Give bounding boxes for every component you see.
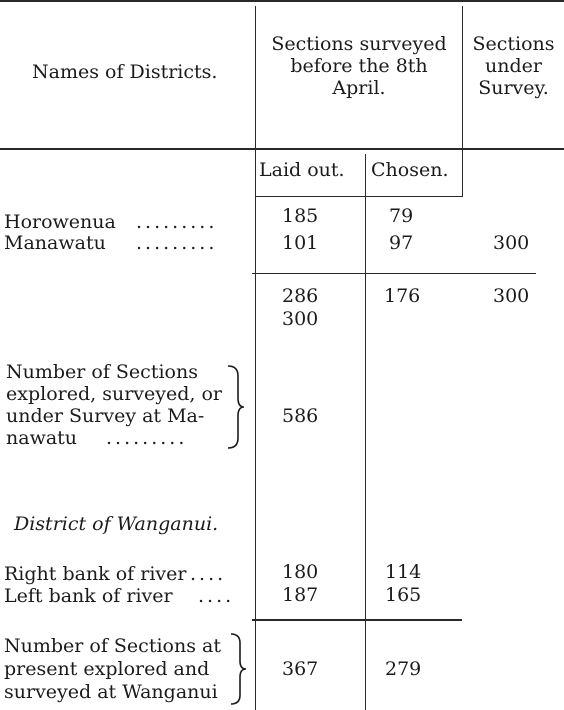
- subtotal-laid-out-1: 286: [282, 285, 319, 307]
- column-divider-2: [365, 154, 366, 710]
- manawatu-total-line2: explored, surveyed, or: [6, 383, 222, 405]
- subtotal-laid-out-2: 300: [282, 308, 319, 330]
- row-right-bank-dots: ....: [190, 563, 227, 585]
- row-horowenua-laid-out: 185: [282, 205, 319, 227]
- row-manawatu-under: 300: [493, 232, 530, 254]
- subtotal-under: 300: [493, 285, 530, 307]
- wanganui-brace-icon: [228, 630, 248, 708]
- row-left-bank-laid-out: 187: [282, 584, 319, 606]
- wanganui-total-line2: present explored and: [4, 658, 210, 680]
- wanganui-total-line1: Number of Sections at: [4, 635, 221, 657]
- manawatu-total-line3: under Survey at Ma-: [6, 405, 205, 427]
- row-right-bank-name: Right bank of river: [4, 563, 187, 585]
- header-sections-under-line2: under: [485, 55, 542, 77]
- subheader-rule: [256, 196, 463, 197]
- row-manawatu-dots: .........: [136, 232, 218, 254]
- row-horowenua-dots: .........: [136, 211, 218, 233]
- wanganui-total-laid-out: 367: [282, 658, 319, 680]
- row-right-bank-chosen: 114: [385, 561, 422, 583]
- manawatu-total-line1: Number of Sections: [6, 361, 198, 383]
- row-right-bank-laid-out: 180: [282, 561, 319, 583]
- header-sections-under-line1: Sections: [472, 33, 555, 55]
- subtotal-chosen: 176: [384, 285, 421, 307]
- wanganui-total-chosen: 279: [385, 658, 422, 680]
- header-bottom-rule: [0, 148, 564, 150]
- subtotal-rule: [252, 273, 536, 274]
- row-manawatu-chosen: 97: [389, 232, 414, 254]
- row-left-bank-dots: ....: [198, 585, 235, 607]
- row-manawatu-name: Manawatu: [4, 232, 106, 254]
- row-left-bank-chosen: 165: [385, 584, 422, 606]
- manawatu-brace-icon: [224, 362, 246, 452]
- row-left-bank-name: Left bank of river: [4, 585, 173, 607]
- manawatu-total-value: 586: [282, 405, 319, 427]
- wanganui-total-line3: surveyed at Wanganui: [4, 681, 218, 703]
- manawatu-total-dots: .........: [106, 427, 188, 449]
- header-names-of-districts: Names of Districts.: [32, 61, 218, 83]
- top-rule: [0, 0, 564, 2]
- header-sections-surveyed-line1: Sections surveyed: [271, 33, 447, 55]
- row-horowenua-chosen: 79: [389, 205, 414, 227]
- subheader-chosen: Chosen.: [371, 159, 449, 181]
- wanganui-heading: District of Wanganui.: [14, 513, 219, 535]
- column-divider-1: [255, 6, 256, 710]
- header-sections-surveyed-line2: before the 8th: [290, 55, 428, 77]
- subheader-laid-out: Laid out.: [259, 159, 345, 181]
- row-manawatu-laid-out: 101: [282, 232, 319, 254]
- header-sections-surveyed-line3: April.: [332, 77, 386, 99]
- manawatu-total-line4: nawatu: [6, 427, 78, 449]
- header-sections-under-line3: Survey.: [478, 77, 549, 99]
- wanganui-total-rule: [252, 619, 462, 621]
- row-horowenua-name: Horowenua: [4, 211, 116, 233]
